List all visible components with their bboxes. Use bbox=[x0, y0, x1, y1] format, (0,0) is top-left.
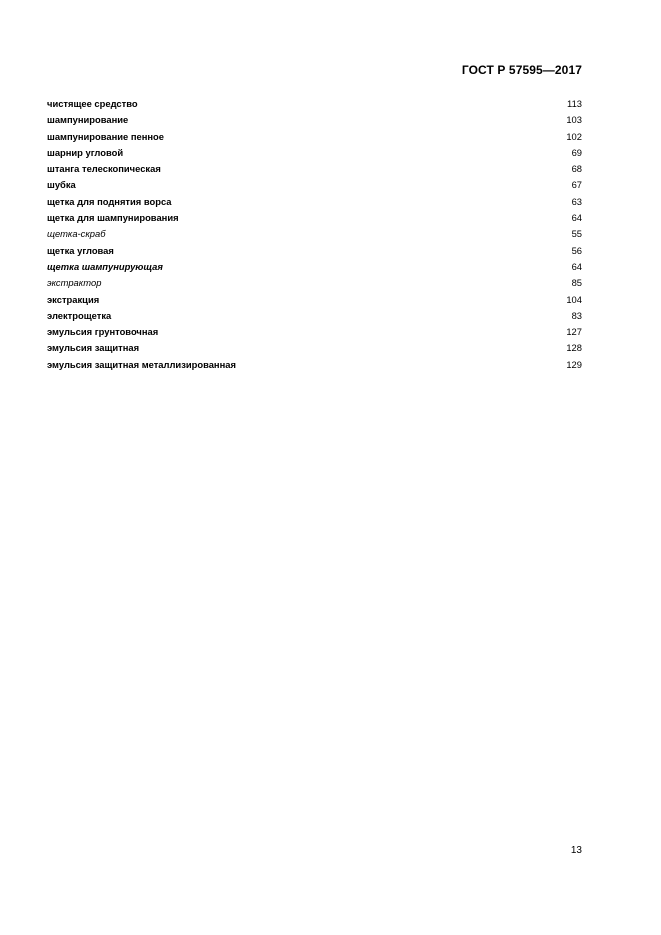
index-entry bbox=[47, 161, 582, 177]
page-number bbox=[571, 845, 582, 856]
index-page-ref: 55 bbox=[571, 228, 582, 240]
index-entry bbox=[47, 177, 582, 193]
index-page-ref: 102 bbox=[566, 130, 582, 142]
index-page-ref: 64 bbox=[571, 212, 582, 224]
index-term: щетка-скраб bbox=[47, 228, 106, 240]
index-page-ref: 68 bbox=[571, 163, 582, 175]
document-header bbox=[462, 63, 582, 77]
index-entry bbox=[47, 194, 582, 210]
index-page-ref: 129 bbox=[566, 358, 582, 370]
index-term: щетка угловая bbox=[47, 244, 114, 256]
index-term: эмульсия защитная металлизированная bbox=[47, 358, 236, 370]
index-entry bbox=[47, 259, 582, 275]
alphabetical-index bbox=[47, 96, 582, 373]
index-term: шубка bbox=[47, 179, 76, 191]
index-page-ref: 127 bbox=[566, 326, 582, 338]
index-page-ref: 103 bbox=[566, 114, 582, 126]
index-page-ref: 64 bbox=[571, 260, 582, 272]
index-entry bbox=[47, 145, 582, 161]
index-page-ref: 63 bbox=[571, 195, 582, 207]
index-page-ref: 85 bbox=[571, 277, 582, 289]
index-entry bbox=[47, 357, 582, 373]
index-term: шампунирование bbox=[47, 114, 129, 126]
index-term: электрощетка bbox=[47, 309, 112, 321]
index-page-ref: 104 bbox=[566, 293, 582, 305]
index-term: щетка шампунирующая bbox=[47, 260, 163, 272]
index-page-ref: 56 bbox=[571, 244, 582, 256]
index-entry bbox=[47, 324, 582, 340]
index-term: щетка для шампунирования bbox=[47, 212, 179, 224]
index-term: шампунирование пенное bbox=[47, 130, 164, 142]
index-term: эмульсия грунтовочная bbox=[47, 326, 159, 338]
index-entry bbox=[47, 340, 582, 356]
index-page-ref: 83 bbox=[571, 309, 582, 321]
standard-id: ГОСТ Р 57595—2017 bbox=[461, 63, 582, 77]
index-page-ref: 128 bbox=[566, 342, 582, 354]
index-entry bbox=[47, 226, 582, 242]
index-entry bbox=[47, 308, 582, 324]
index-term: эмульсия защитная bbox=[47, 342, 140, 354]
index-page-ref: 69 bbox=[571, 146, 582, 158]
page-number-value: 13 bbox=[570, 845, 582, 856]
index-term: экстракция bbox=[47, 293, 100, 305]
index-entry bbox=[47, 292, 582, 308]
index-page-ref: 67 bbox=[571, 179, 582, 191]
index-entry bbox=[47, 112, 582, 128]
index-page-ref: 113 bbox=[567, 98, 582, 109]
index-entry bbox=[47, 243, 582, 259]
index-term: экстрактор bbox=[47, 277, 102, 289]
index-entry bbox=[47, 275, 582, 291]
index-term: щетка для поднятия ворса bbox=[47, 195, 172, 207]
index-entry bbox=[47, 129, 582, 145]
index-term: штанга телескопическая bbox=[47, 163, 161, 175]
index-term: чистящее средство bbox=[47, 98, 138, 109]
index-term: шарнир угловой bbox=[47, 146, 124, 158]
index-entry bbox=[47, 210, 582, 226]
index-entry bbox=[47, 96, 582, 112]
